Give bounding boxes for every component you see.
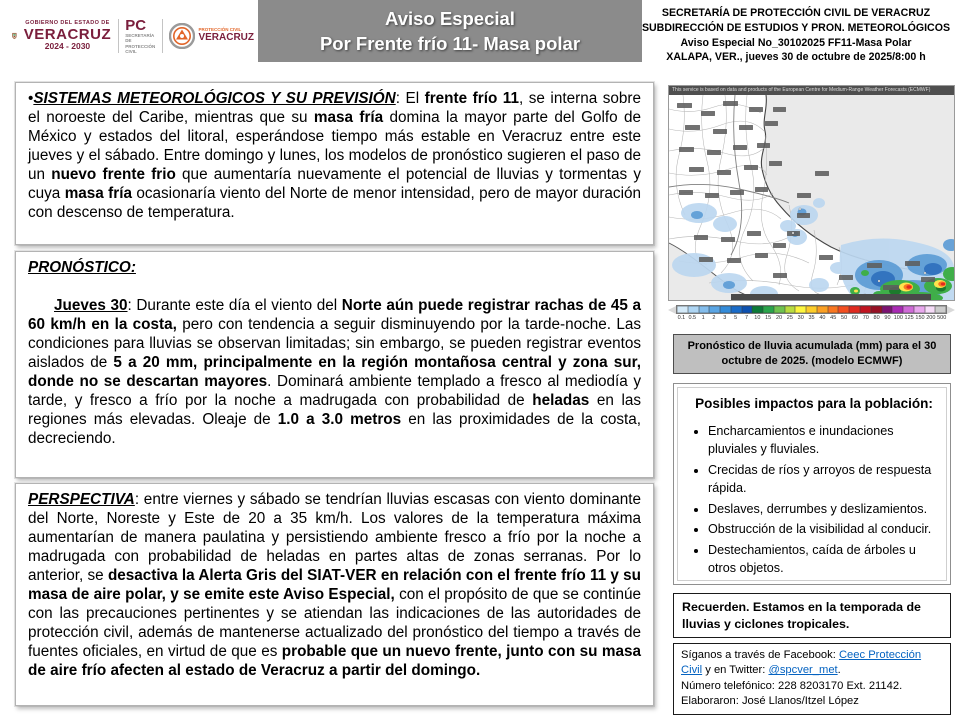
text-segment: frente frío 11 [424,90,519,107]
facebook-link[interactable]: Ceec Protección Civil [681,649,922,677]
text-segment: • [28,90,34,107]
scale-tick-label: 60 [851,315,858,321]
scale-tick-label: 5 [734,315,738,321]
scale-tick-label: 50 [841,315,848,321]
list-item: • Obstrucción de la visibilidad al conducir. [708,521,940,539]
text-segment: domina la mayor parte del Golfo de México y estados del litoral, esperándose tiempo más estable en Veracruz entre este jueves y el sábado. Entre domingo y lunes, los modelos de pronóstico sugieren el paso de un [28,108,641,183]
banner-title-line2: Por Frente frío 11- Masa polar [319,32,581,54]
text-segment: : entre viernes y sábado se tendrían lluvias escasas con viento dominante del Norte, Noreste y Este de 20 a 35 km/h. Los valores de la temperatura máxima aumentarían de manera paulatina y persistiendo ambiente fresco a frío por la noche a madrugada con probabilidad de heladas en partes altas de zonas serranas. Por lo anterior, se [28,491,641,584]
list-item: • Deslaves, derrumbes y deslizamientos. [708,501,940,519]
scale-tick-label: 100 [893,315,903,321]
twitter-suffix: . [837,664,841,677]
proteccion-civil-label: PROTECCIÓN CIVIL [198,27,242,33]
text-segment: 5 a 20 mm, principalmente en la región montañosa central y zona sur, donde no se descartan mayores [28,353,641,390]
scale-left-arrow-icon [668,306,676,314]
list-item: SECRETARÍA DE PROTECCIÓN CIVIL DE VERACRUZ [661,7,931,19]
scale-tick-label: 3 [723,315,727,321]
text-segment: en las proximidades de la costa, decreciendo. [28,410,642,447]
list-item: • Encharcamientos e inundaciones pluviales y fluviales. [708,423,940,459]
scale-tick-label: 10 [754,315,761,321]
scale-tick-label: 40 [819,315,826,321]
scale-right-arrow-icon [947,306,955,314]
phone-line: Número telefónico: 228 8203170 Ext. 21142. [681,679,903,692]
scale-color-cell [688,306,699,313]
list-item: • Crecidas de ríos y arroyos de respuesta rápida. [708,462,940,498]
scale-color-cell [720,306,731,313]
list-item: SUBDIRECCIÓN DE ESTUDIOS Y PRON. METEOROLÓGICOS [641,21,951,34]
perspectiva-paragraph [28,491,641,681]
scale-tick-label: 25 [786,315,793,321]
impactos-box [673,383,951,585]
text-segment: PRONÓSTICO: [28,259,136,276]
text-segment: : Durante este día el viento del [127,296,342,314]
sistemas-paragraph [28,90,641,223]
scale-color-cell [860,306,871,313]
scale-cells [676,305,947,314]
pc-subtitle-1: SECRETARÍA DE [125,32,155,44]
text-segment: en las regiones más elevadas. Oleaje de [28,391,641,428]
scale-tick-label: 200 [926,315,936,321]
text-segment: SISTEMAS METEOROLÓGICOS Y SU PREVISIÓN [33,90,396,107]
scale-color-cell [914,306,925,313]
scale-tick-label: 7 [744,315,749,321]
scale-tick-label: 500 [937,315,947,321]
text-segment: PERSPECTIVA [28,491,135,508]
proteccion-civil-text [198,28,254,43]
scale-color-cell [849,306,860,313]
section-perspectiva [15,483,654,706]
twitter-prefix: y en Twitter: [702,664,769,677]
text-segment: nuevo frente frio [51,165,176,183]
scale-color-cell [752,306,763,313]
scale-tick-label: 70 [862,315,869,321]
text-segment: Norte aún puede registrar rachas de 45 a 60 km/h en la costa, [28,296,641,333]
scale-color-cell [871,306,882,313]
issuer-header [637,6,955,65]
scale-color-cell [677,306,688,313]
scale-tick-label: 1 [701,315,705,321]
text-segment: : El [395,90,425,107]
scale-color-cell [709,306,720,313]
scale-color-cell [774,306,785,313]
text-segment: masa fría [64,184,132,202]
scale-color-cell [699,306,710,313]
gobierno-line: GOBIERNO DEL ESTADO DE [25,19,110,26]
scale-color-cell [795,306,806,313]
impactos-title: Posibles impactos para la población: [695,396,933,411]
text-segment: 1.0 a 3.0 metros [277,410,402,428]
scale-tick-label: 80 [873,315,880,321]
scale-color-cell [892,306,903,313]
map-caption: Pronóstico de lluvia acumulada (mm) para el 30 octubre de 2025. (modelo ECMWF) [673,334,951,374]
pc-logo-text [125,18,155,55]
proteccion-civil-emblem [169,23,254,49]
scale-color-cell [838,306,849,313]
scale-tick-label: 15 [765,315,772,321]
text-segment: . Dominará ambiente templado a fresco al mediodía y tarde, y fresco a frío por la noche a madrugada con probabilidad de [28,372,641,409]
scale-color-cell [785,306,796,313]
precipitation-map [669,95,954,301]
pronostico-paragraph [28,297,641,449]
text-segment: pero con tendencia a seguir disminuyendo por la tarde-noche. Las condiciones para lluvias se observan limitadas; sin embargo, se pueden registrar eventos aislados de [28,315,641,371]
precipitation-map-panel [668,85,955,301]
scale-color-cell [882,306,893,313]
text-segment: ocasionaría viento del Norte de menor intensidad, pero de mayor duración con descenso de temperatura. [28,184,641,221]
map-attribution-text: This service is based on data and products of the European Centre for Medium-Range Weather Forecasts (ECMWF) [669,86,954,95]
recuerden-box: Recuerden. Estamos en la temporada de lluvias y ciclones tropicales. [673,593,951,638]
scale-tick-label: 35 [808,315,815,321]
veracruz-coat-of-arms-icon [12,14,17,58]
scale-color-cell [763,306,774,313]
scale-color-cell [817,306,828,313]
section-sistemas-meteorologicos [15,82,654,245]
blank-line [28,278,641,297]
scale-tick-label: 150 [915,315,925,321]
text-segment: masa fría [313,108,384,126]
impactos-list [688,423,940,578]
scale-tick-labels [676,315,947,321]
scale-tick-label: 30 [797,315,804,321]
banner-title-line1: Aviso Especial [385,7,515,29]
scale-tick-label: 90 [884,315,891,321]
proteccion-civil-veracruz: VERACRUZ [198,32,254,44]
scale-color-cell [828,306,839,313]
scale-tick-label: 45 [830,315,837,321]
text-segment: heladas [532,391,590,409]
scale-color-cell [806,306,817,313]
text-segment: con el propósito de que se continúe con las precauciones pertinentes y se atiendan las indicaciones de las autoridades de protección civil, además de mantenerse actualizado del pronóstico del tiempo a través de fuentes oficiales, en virtud de que es [28,585,641,660]
scale-tick-label: 125 [904,315,914,321]
text-segment: Jueves 30 [54,296,128,314]
veracruz-wordmark: VERACRUZ [23,25,112,43]
scale-color-cell [903,306,914,313]
list-item: Aviso Especial No_30102025 FF11-Masa Polar [680,36,912,49]
authors-line: Elaboraron: José Llanos/Itzel López [681,695,859,708]
text-segment: probable que un nuevo frente, junto con su masa de aire frío afecten al estado de Veracruz a partir del domingo. [28,642,641,679]
scale-color-cell [731,306,742,313]
scale-tick-label: 0.5 [688,315,697,321]
list-item: XALAPA, VER., jueves 30 de octubre de 2025/8:00 h [666,51,926,64]
precipitation-color-scale [668,305,955,321]
pronostico-heading [28,259,641,278]
section-pronostico [15,251,654,478]
map-bottom-attribution-strip [731,294,931,300]
pc-subtitle-2: PROTECCIÓN CIVIL [125,43,156,54]
gobierno-period: 2024 - 2030 [44,41,91,52]
scale-color-cell [742,306,753,313]
contact-box [673,643,951,715]
scale-tick-label: 20 [775,315,783,321]
twitter-link[interactable]: @spcver_met [768,664,838,677]
text-segment: , se interna sobre el noroeste del Caribe, mientras que su [28,90,641,126]
title-banner [258,0,642,62]
text-segment: desactiva la Alerta Gris del SIAT-VER en relación con el frente frío 11 y su masa de aire polar, y se emite este Aviso Especial, [28,566,641,603]
facebook-prefix: Síganos a través de Facebook: [681,649,839,661]
scale-tick-label: 0.1 [677,315,686,321]
text-segment: que aumentaría nuevamente el potencial de lluvias y tormentas y cuya [28,165,642,202]
gobierno-logo-text [24,21,111,51]
list-item: • Destechamientos, caída de árboles u otros objetos. [708,542,940,578]
pc-wordmark: PC [125,16,147,34]
scale-tick-label: 2 [712,315,716,321]
scale-color-cell [935,306,946,313]
proteccion-civil-circle-icon [169,23,195,49]
scale-color-cell [925,306,936,313]
logo-strip [12,8,254,64]
